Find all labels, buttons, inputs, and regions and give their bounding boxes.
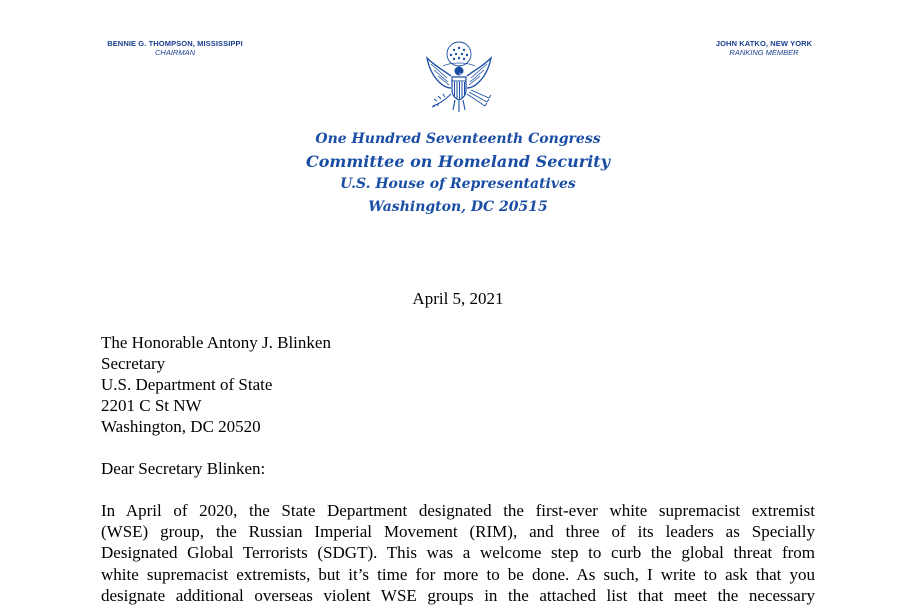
ranking-member-name: JOHN KATKO, NEW YORK: [715, 39, 813, 48]
recipient-address: [101, 332, 331, 437]
address-line: The Honorable Antony J. Blinken: [101, 333, 331, 352]
committee-name: Committee on Homeland Security: [306, 152, 610, 171]
city-line: Washington, DC 20515: [368, 199, 548, 215]
address-line: 2201 C St NW: [101, 396, 202, 415]
ranking-member-block: [712, 39, 816, 57]
salutation: Dear Secretary Blinken:: [101, 459, 266, 478]
address-line: Secretary: [101, 354, 166, 373]
address-line: Washington, DC 20520: [101, 417, 261, 436]
letter-date: April 5, 2021: [412, 289, 504, 308]
ranking-member-title: RANKING MEMBER: [729, 48, 799, 57]
great-seal-eagle-icon: [421, 40, 497, 118]
body-line: (WSE) group, the Russian Imperial Movement (RIM), and three of its leaders as Specially: [101, 522, 815, 542]
committee-letterhead: [250, 128, 666, 219]
chairman-block: [104, 39, 246, 57]
body-line: designate additional overseas violent WSE groups in the attached list that meet the necessary: [101, 585, 815, 605]
body-paragraph: [101, 500, 815, 606]
congress-line: One Hundred Seventeenth Congress: [315, 131, 601, 147]
body-line: In April of 2020, the State Department designated the first-ever white supremacist extremist: [101, 501, 815, 520]
house-line: U.S. House of Representatives: [340, 176, 576, 192]
chairman-name: BENNIE G. THOMPSON, MISSISSIPPI: [107, 39, 243, 48]
address-line: U.S. Department of State: [101, 375, 273, 394]
chairman-title: CHAIRMAN: [154, 48, 195, 57]
body-line: Designated Global Terrorists (SDGT). This was a welcome step to curb the global threat from: [101, 543, 815, 563]
body-line: white supremacist extremists, but it’s time for more to be done. As such, I write to ask that you: [101, 564, 815, 584]
